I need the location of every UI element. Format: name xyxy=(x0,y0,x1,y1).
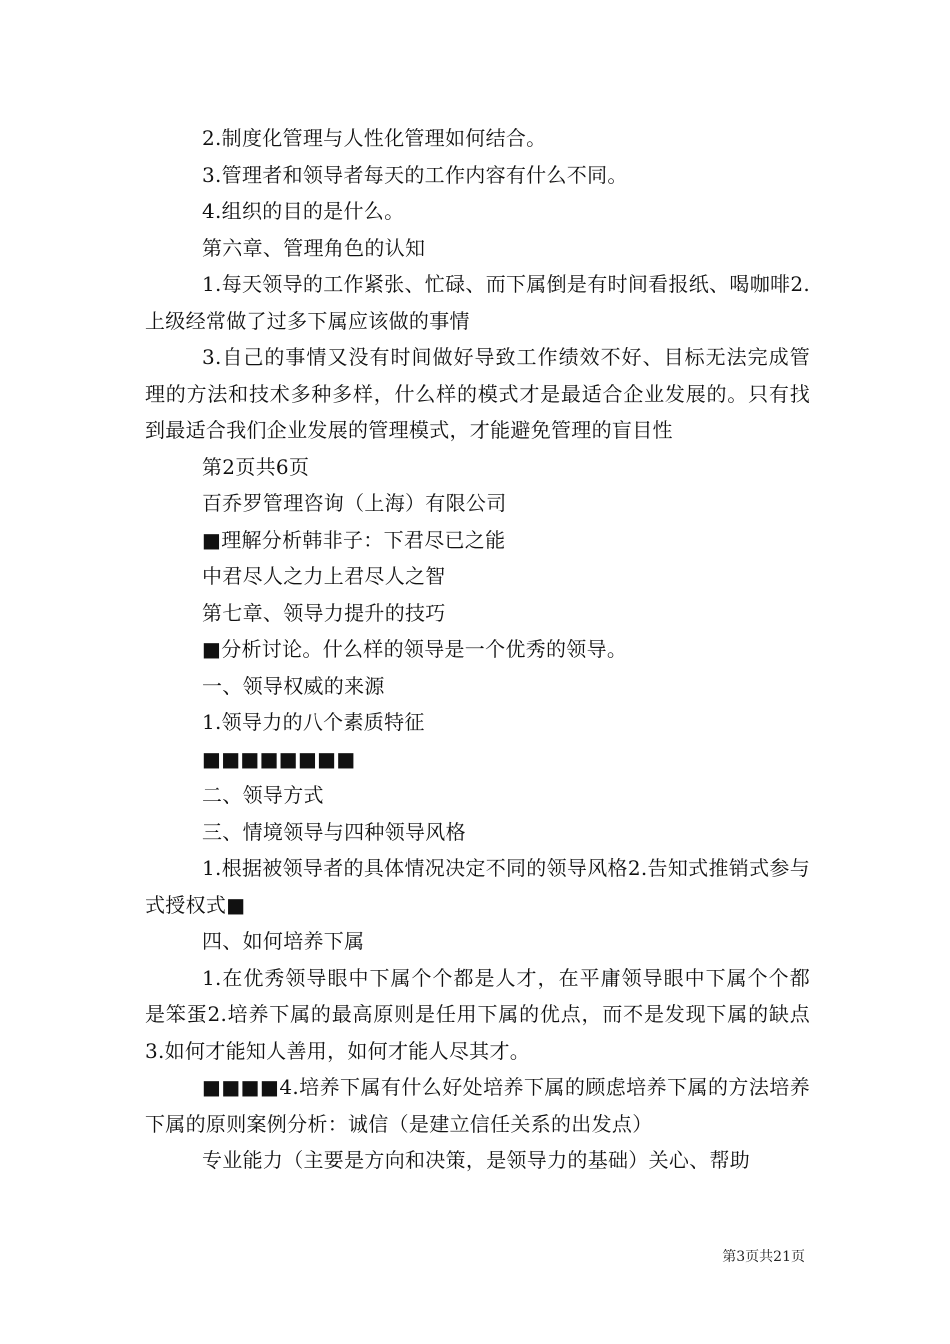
paragraph: ■分析讨论。什么样的领导是一个优秀的领导。 xyxy=(202,637,628,661)
company-name: 百乔罗管理咨询（上海）有限公司 xyxy=(202,491,507,515)
paragraph: ■理解分析韩非子：下君尽已之能 xyxy=(202,527,506,552)
paragraph: 1.每天领导的工作紧张、忙碌、而下属倒是有时间看报纸、喝咖啡2.上级经常做了过多下属应该做的事情 xyxy=(145,272,810,333)
section-heading: 一、领导权威的来源 xyxy=(202,673,385,698)
section-heading: 三、情境领导与四种领导风格 xyxy=(202,819,466,844)
section-heading: 二、领导方式 xyxy=(202,783,324,807)
paragraph: 4.组织的目的是什么。 xyxy=(202,199,405,223)
paragraph: 中君尽人之力上君尽人之智 xyxy=(202,564,446,588)
paragraph: 2.制度化管理与人性化管理如何结合。 xyxy=(202,126,547,150)
paragraph: 3.管理者和领导者每天的工作内容有什么不同。 xyxy=(202,162,628,187)
inline-page-marker: 第2页共6页 xyxy=(202,454,310,479)
paragraph: 1.在优秀领导眼中下属个个都是人才，在平庸领导眼中下属个个都是笨蛋2.培养下属的最高原则是任用下属的优点，而不是发现下属的缺点3.如何才能知人善用，如何才能人尽其才。 xyxy=(145,965,810,1063)
section-heading: 四、如何培养下属 xyxy=(202,929,365,953)
paragraph: 1.领导力的八个素质特征 xyxy=(202,710,425,734)
document-body xyxy=(145,120,810,1179)
paragraph: ■■■■4.培养下属有什么好处培养下属的顾虑培养下属的方法培养下属的原则案例分析：诚信（是建立信任关系的出发点） xyxy=(145,1075,810,1136)
paragraph: 3.自己的事情又没有时间做好导致工作绩效不好、目标无法完成管理的方法和技术多种多样，什么样的模式才是最适合企业发展的。只有找到最适合我们企业发展的管理模式，才能避免管理的盲目性 xyxy=(145,345,810,442)
page-footer: 第3页共21页 xyxy=(722,1249,805,1265)
paragraph: 专业能力（主要是方向和决策，是领导力的基础）关心、帮助 xyxy=(202,1148,751,1172)
paragraph: 1.根据被领导者的具体情况决定不同的领导风格2.告知式推销式参与式授权式■ xyxy=(145,856,810,917)
chapter-heading: 第七章、领导力提升的技巧 xyxy=(202,600,446,625)
chapter-heading: 第六章、管理角色的认知 xyxy=(202,235,426,260)
placeholder-squares: ■■■■■■■■ xyxy=(202,746,356,771)
